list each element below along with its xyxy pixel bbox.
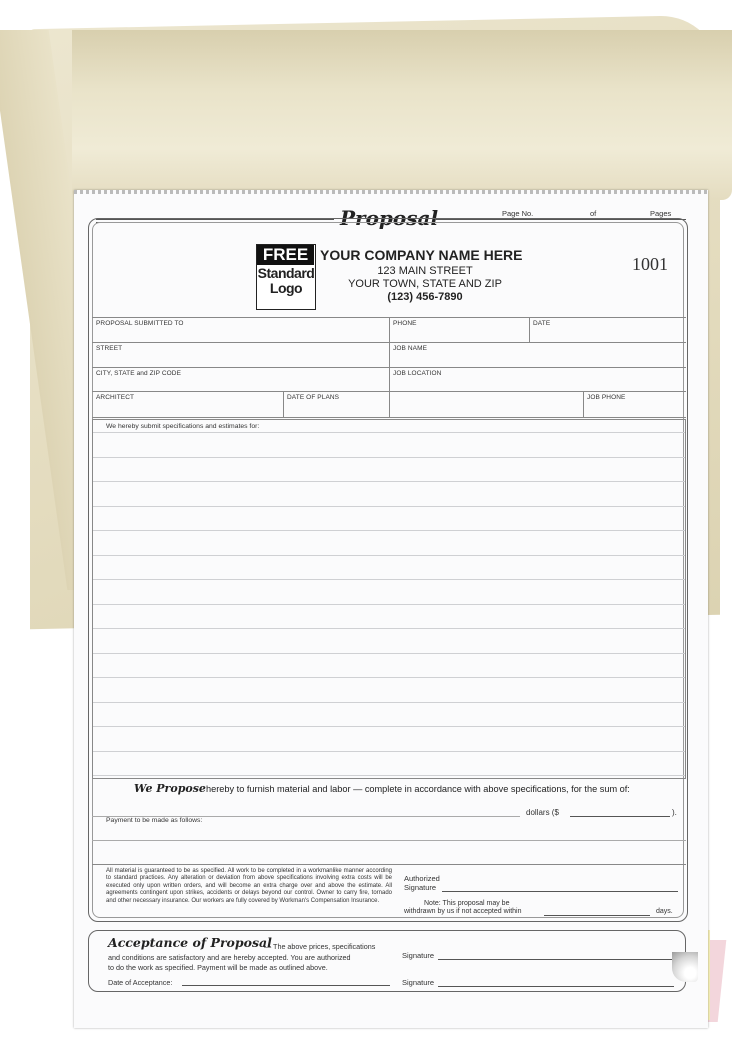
proposal-submitted-to-label: PROPOSAL SUBMITTED TO xyxy=(96,320,184,327)
architect-label: ARCHITECT xyxy=(96,394,135,401)
spec-rule-line xyxy=(93,481,685,482)
date-label: DATE xyxy=(533,320,551,327)
back-pad-curl xyxy=(72,30,732,200)
phone-label: PHONE xyxy=(393,320,417,327)
grid-line-5 xyxy=(92,417,686,418)
spec-rule-line xyxy=(93,677,685,678)
specifications-box xyxy=(92,419,686,779)
page-curl-corner xyxy=(672,952,698,982)
dollars-close: ). xyxy=(672,808,677,817)
authorized-label: Authorized xyxy=(404,874,440,883)
spec-rule-line xyxy=(93,530,685,531)
job-phone-label: JOB PHONE xyxy=(587,394,626,401)
date-of-plans-label: DATE OF PLANS xyxy=(287,394,340,401)
spec-rule-line xyxy=(93,555,685,556)
acceptance-title: Acceptance of Proposal xyxy=(108,935,272,950)
spec-rule-line xyxy=(93,726,685,727)
spec-rule-line xyxy=(93,653,685,654)
spec-rule-line xyxy=(93,604,685,605)
grid-divider-job-phone xyxy=(583,391,584,417)
days-line xyxy=(544,915,650,916)
spec-rule-line xyxy=(93,628,685,629)
pages-label: Pages xyxy=(650,209,672,218)
authorized-signature-line xyxy=(442,891,678,892)
logo-line-2: Logo xyxy=(269,280,303,296)
spec-rule-line xyxy=(93,702,685,703)
acceptance-text-2: and conditions are satisfactory and are hereby accepted. You are authorized xyxy=(108,953,351,962)
note-line-1: Note: This proposal may be xyxy=(424,900,510,907)
spec-rule-line xyxy=(93,457,685,458)
payment-line-1 xyxy=(92,840,686,841)
acceptance-text-3: to do the work as specified. Payment will be made as outlined above. xyxy=(108,963,328,972)
dollars-line xyxy=(570,816,670,817)
spec-rule-line xyxy=(93,506,685,507)
spec-rule-line xyxy=(93,751,685,752)
we-propose-heading: We Propose xyxy=(134,782,206,795)
logo-line-1: Standard xyxy=(257,265,315,281)
grid-divider-date xyxy=(529,317,530,342)
job-name-label: JOB NAME xyxy=(393,345,428,352)
company-town: YOUR TOWN, STATE AND ZIP xyxy=(348,278,502,290)
perforation-line xyxy=(74,190,708,194)
dollars-label: dollars ($ xyxy=(526,808,559,817)
acceptance-signature-line-2 xyxy=(438,986,674,987)
days-label: days. xyxy=(656,908,673,915)
spec-rule-line xyxy=(93,432,685,433)
date-of-acceptance-line xyxy=(182,985,390,986)
form-number: 1001 xyxy=(632,254,668,274)
of-label: of xyxy=(590,209,597,218)
city-state-zip-label: CITY, STATE and ZIP CODE xyxy=(96,370,181,377)
specifications-intro: We hereby submit specifications and estimates for: xyxy=(106,423,260,430)
job-location-label: JOB LOCATION xyxy=(393,370,442,377)
date-of-acceptance-label: Date of Acceptance: xyxy=(108,978,173,987)
acceptance-signature-label-1: Signature xyxy=(402,951,435,960)
payment-line-2 xyxy=(92,864,686,865)
company-phone: (123) 456-7890 xyxy=(387,291,463,303)
acceptance-signature-label-2: Signature xyxy=(402,978,435,987)
payment-label: Payment to be made as follows: xyxy=(106,817,203,824)
street-label: STREET xyxy=(96,345,123,352)
we-propose-text: hereby to furnish material and labor — complete in accordance with above specifications, for the sum of: xyxy=(206,784,630,794)
guarantee-text: All material is guaranteed to be as specified. All work to be completed in a workmanlike manner according to standard practices. Any alteration or deviation from above specifications involving extra costs will be executed only upon written orders, and will become an extra charge over and above the estimate. All agreements contingent upon strikes, accidents or delays beyond our control. Owner to carry fire, tornado and other necessary insurance. Our workers are fully covered by Workman's Compensation Insurance. xyxy=(106,868,392,904)
spec-rule-line xyxy=(93,775,685,776)
note-line-2: withdrawn by us if not accepted within xyxy=(404,908,522,915)
company-street: 123 MAIN STREET xyxy=(377,265,473,277)
spec-rule-line xyxy=(93,579,685,580)
acceptance-text-1: — The above prices, specifications xyxy=(264,942,376,951)
company-name: YOUR COMPANY NAME HERE xyxy=(320,247,523,263)
logo-text xyxy=(256,266,316,296)
logo-free-banner: FREE xyxy=(257,245,314,265)
authorized-signature-label: Signature xyxy=(404,883,437,892)
form-title: Proposal xyxy=(340,206,439,230)
grid-divider-center xyxy=(389,317,390,417)
grid-divider-plans xyxy=(283,391,284,417)
acceptance-signature-line-1 xyxy=(438,959,674,960)
page-no-label: Page No. xyxy=(502,209,534,218)
